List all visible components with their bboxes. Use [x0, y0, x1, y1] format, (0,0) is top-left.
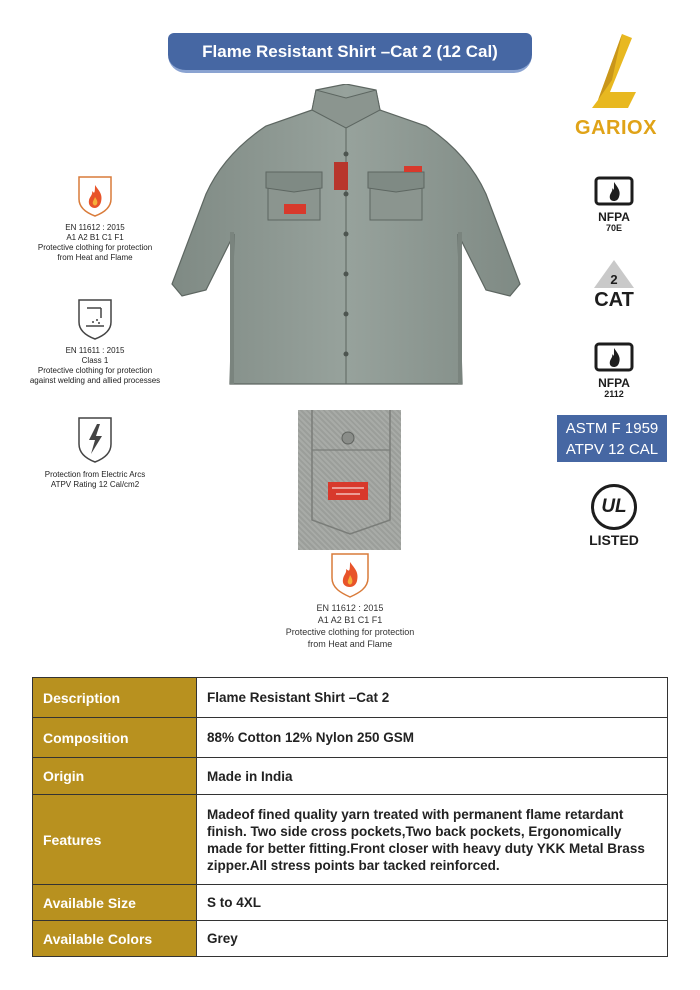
cert-line: EN 11611 : 2015 [65, 346, 125, 355]
cert-line: Protection from Electric Arcs [44, 470, 146, 479]
spec-key: Available Size [33, 885, 197, 921]
badge-label: NFPA [598, 210, 630, 224]
spec-key: Composition [33, 718, 197, 758]
nfpa-2112-badge [575, 342, 653, 399]
cert-line: Class 1 [81, 356, 109, 365]
cert-line: ATPV Rating 12 Cal/cm2 [50, 480, 140, 489]
brand-logo [566, 34, 666, 140]
fabric-closeup-image [298, 410, 401, 550]
spec-key: Description [33, 678, 197, 718]
badge-label: NFPA [598, 376, 630, 390]
spec-value: S to 4XL [197, 885, 668, 921]
cert-en11612 [10, 175, 180, 263]
table-row [33, 921, 668, 957]
badge-sub: 2112 [604, 389, 624, 399]
spec-key: Available Colors [33, 921, 197, 957]
cert-line: from Heat and Flame [57, 253, 133, 262]
table-row [33, 758, 668, 795]
table-row [33, 885, 668, 921]
cat-label: CAT [594, 289, 634, 311]
astm-line: ASTM F 1959 [565, 420, 659, 437]
spec-value: Made in India [197, 758, 668, 795]
ul-mark: UL [601, 496, 627, 517]
caption-line: A1 A2 B1 C1 F1 [317, 615, 383, 625]
page-title: Flame Resistant Shirt –Cat 2 (12 Cal) [168, 33, 532, 73]
spec-value: Grey [197, 921, 668, 957]
astm-line: ATPV 12 CAL [565, 441, 659, 458]
spec-key: Features [33, 795, 197, 885]
ul-label: LISTED [589, 532, 639, 548]
nfpa-70e-badge [575, 176, 653, 233]
nfpa-flame-icon [594, 342, 634, 372]
cert-line: Protective clothing for protection [37, 243, 153, 252]
cert-line: A1 A2 B1 C1 F1 [66, 233, 124, 242]
table-row [33, 718, 668, 758]
flame-shield-icon [330, 552, 370, 598]
cert-electric-arc [10, 416, 180, 490]
cat-number: 2 [610, 272, 618, 287]
flame-shield-icon [77, 175, 113, 217]
caption-line: from Heat and Flame [307, 639, 393, 649]
fabric-caption [250, 580, 450, 650]
welding-shield-icon [77, 298, 113, 340]
table-row [33, 678, 668, 718]
table-row [33, 795, 668, 885]
cat-2-badge [575, 258, 653, 310]
cert-line: EN 11612 : 2015 [65, 223, 125, 232]
electric-arc-shield-icon [77, 416, 113, 464]
cert-line: against welding and allied processes [29, 376, 161, 385]
caption-line: EN 11612 : 2015 [316, 603, 384, 613]
ul-listed-badge [575, 484, 653, 548]
spec-key: Origin [33, 758, 197, 795]
astm-badge [557, 415, 667, 462]
cert-line: Protective clothing for protection [37, 366, 153, 375]
gariox-logo-icon [588, 34, 644, 110]
cert-en11611 [10, 298, 180, 386]
shirt-image [168, 84, 524, 394]
spec-value: 88% Cotton 12% Nylon 250 GSM [197, 718, 668, 758]
nfpa-flame-icon [594, 176, 634, 206]
spec-value: Flame Resistant Shirt –Cat 2 [197, 678, 668, 718]
spec-value: Madeof fined quality yarn treated with permanent flame retardant finish. Two side cross pockets,Two back pockets, Ergonomically made for better fitting.Front closer with heavy duty YKK Metal Brass zipper.All stress points bar tacked reinforced. [197, 795, 668, 885]
brand-name: GARIOX [575, 117, 657, 139]
badge-sub: 70E [605, 223, 622, 233]
spec-table [32, 677, 668, 957]
caption-line: Protective clothing for protection [285, 627, 415, 637]
